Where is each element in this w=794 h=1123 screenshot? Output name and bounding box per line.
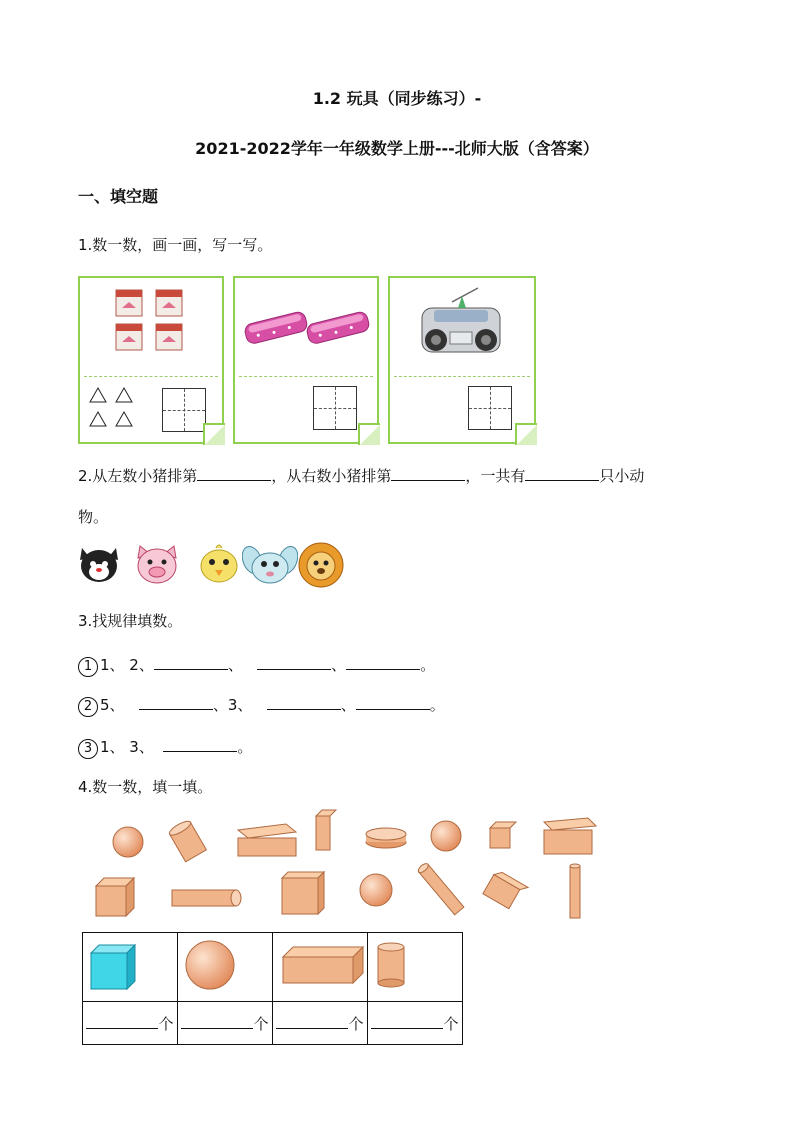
card-divider: [84, 376, 218, 377]
pattern-row-2: 2 5、 、3、 、 。: [78, 690, 445, 720]
question-4: 4.数一数，填一填。: [78, 778, 213, 796]
gift-bag-icon: [156, 290, 182, 316]
table-cell: [368, 933, 463, 1002]
answer-blank[interactable]: [391, 464, 465, 481]
radio-image: [390, 280, 530, 370]
gift-bag-icon: [116, 324, 142, 350]
cube-icon: [490, 822, 516, 848]
gift-bag-icon: [156, 324, 182, 350]
pencil-case-icon: [305, 311, 370, 345]
answer-blank[interactable]: [267, 693, 341, 710]
card-divider: [239, 376, 373, 377]
table-cell: 个: [83, 1002, 178, 1045]
page-title: 1.2 玩具（同步练习）-: [312, 89, 482, 108]
radio-icon: [422, 288, 500, 352]
solids-collection: [80, 808, 640, 926]
triangles-drawing: [88, 386, 138, 432]
answer-blank[interactable]: [356, 693, 430, 710]
count-table: [82, 932, 463, 1045]
triangle-icon: [116, 388, 132, 402]
pig-icon: [132, 540, 182, 588]
sphere-icon: [431, 821, 461, 851]
answer-blank[interactable]: [276, 1012, 348, 1029]
cuboid-icon: [238, 824, 296, 856]
answer-blank[interactable]: [154, 653, 228, 670]
triangle-icon: [116, 412, 132, 426]
gift-bag-icon: [116, 290, 142, 316]
cube-icon: [282, 872, 324, 914]
count-card-radio: [388, 276, 536, 444]
cylinder-icon: [570, 864, 580, 918]
question-2: 2.从左数小猪排第 ，从右数小猪排第 ，一共有 只小动: [78, 461, 728, 491]
cylinder-icon: [172, 890, 241, 906]
lion-icon: [296, 540, 346, 588]
cuboid-icon: [544, 818, 596, 854]
table-cell: [178, 933, 273, 1002]
table-cell: 个: [178, 1002, 273, 1045]
answer-blank[interactable]: [257, 653, 331, 670]
circled-number: 3: [78, 739, 98, 759]
question-1: 1.数一数，画一画，写一写。: [78, 236, 273, 254]
sphere-icon: [113, 827, 143, 857]
cylinder-icon: [168, 819, 207, 862]
chick-icon: [196, 540, 242, 588]
cube-icon: [96, 878, 134, 916]
sphere-icon: [360, 874, 392, 906]
answer-blank[interactable]: [86, 1012, 158, 1029]
cuboid-icon: [273, 933, 367, 997]
triangle-icon: [90, 412, 106, 426]
table-row: [83, 1002, 463, 1045]
pencil-cases-image: [235, 280, 375, 370]
count-card-bags: [78, 276, 224, 444]
cylinder-icon: [366, 828, 406, 848]
circled-number: 2: [78, 697, 98, 717]
answer-grid[interactable]: [313, 386, 357, 430]
gift-bags-image: [80, 280, 220, 370]
answer-blank[interactable]: [181, 1012, 253, 1029]
page-curl: [203, 423, 225, 445]
card-divider: [394, 376, 530, 377]
table-cell: [83, 933, 178, 1002]
answer-blank[interactable]: [346, 653, 420, 670]
cylinder-icon: [417, 862, 464, 915]
triangle-icon: [90, 388, 106, 402]
table-row: [83, 933, 463, 1002]
table-cell: 个: [273, 1002, 368, 1045]
answer-blank[interactable]: [525, 464, 599, 481]
page-subtitle: 2021-2022学年一年级数学上册---北师大版（含答案）: [195, 139, 599, 158]
answer-grid[interactable]: [468, 386, 512, 430]
sphere-icon: [178, 933, 272, 997]
count-card-pencil-cases: [233, 276, 379, 444]
cat-icon: [76, 540, 122, 588]
page-curl: [515, 423, 537, 445]
cylinder-icon: [368, 933, 462, 997]
section-heading: 一、填空题: [78, 187, 159, 206]
answer-blank[interactable]: [139, 693, 213, 710]
answer-blank[interactable]: [163, 735, 237, 752]
pattern-row-3: 3 1、 3、 。: [78, 732, 252, 762]
rabbit-icon: [242, 540, 298, 588]
cuboid-icon: [316, 810, 336, 850]
cube-icon: [83, 933, 177, 997]
question-2-continued: 物。: [78, 508, 109, 526]
answer-grid[interactable]: [162, 388, 206, 432]
question-3: 3.找规律填数。: [78, 612, 183, 630]
page-curl: [358, 423, 380, 445]
table-cell: 个: [368, 1002, 463, 1045]
cuboid-icon: [483, 869, 528, 911]
table-cell: [273, 933, 368, 1002]
pencil-case-icon: [243, 311, 308, 345]
answer-blank[interactable]: [197, 464, 271, 481]
answer-blank[interactable]: [371, 1012, 443, 1029]
pattern-row-1: 1 1、 2、 、 、 。: [78, 650, 435, 680]
circled-number: 1: [78, 657, 98, 677]
